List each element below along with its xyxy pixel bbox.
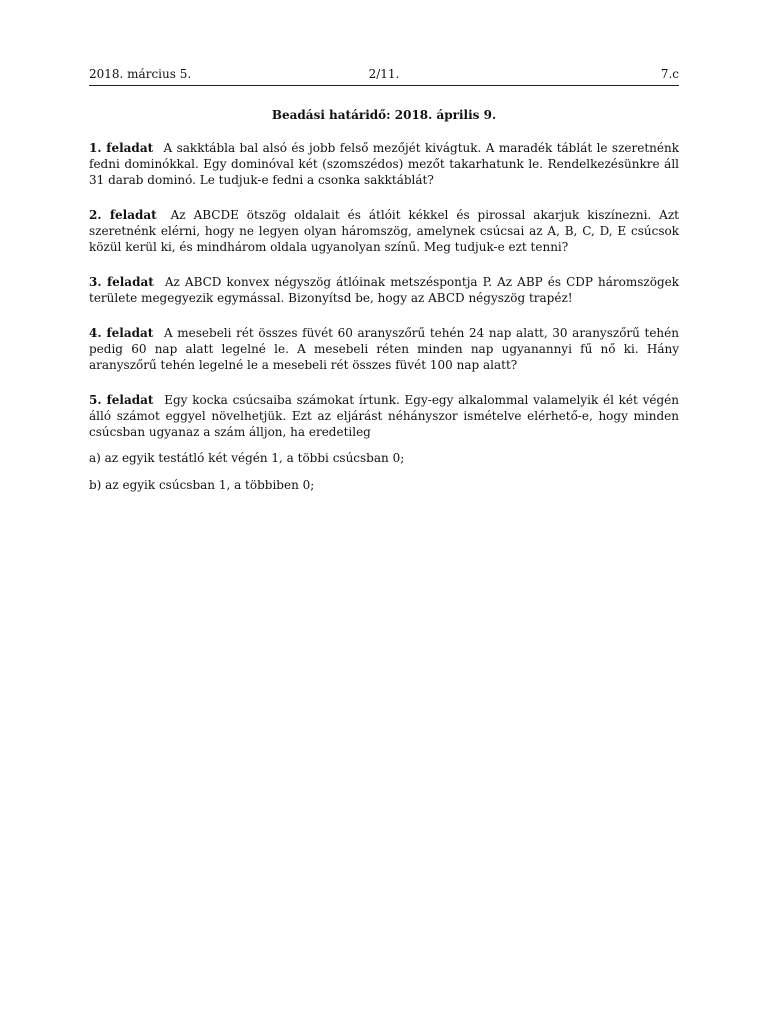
header-date: 2018. március 5.	[89, 67, 192, 81]
document-page	[89, 66, 679, 504]
problem-text: Az ABCD konvex négyszög átlóinak metszéspontja P. Az ABP és CDP háromszögek területe megegyezik egymással. Bizonyítsd be, hogy az ABCD négyszög trapéz!	[89, 275, 680, 305]
problem-1	[89, 140, 679, 188]
problem-text: A mesebeli rét összes füvét 60 aranyszőrű tehén 24 nap alatt, 30 aranyszőrű tehén pedig 60 nap alatt legelné le. A mesebeli réten minden nap ugyanannyi fű nő ki. Hány aranyszőrű tehén legelné le a mesebeli rét összes füvét 100 nap alatt?	[89, 326, 679, 372]
problem-label: 1. feladat	[89, 141, 154, 155]
problem-label: 4. feladat	[89, 326, 154, 340]
problem-label: 2. feladat	[89, 208, 157, 222]
problem-5-sub-items	[89, 450, 679, 493]
problem-text: Az ABCDE ötszög oldalait és átlóit kékkel és pirossal akarjuk kiszínezni. Azt szeretnénk elérni, hogy ne legyen olyan háromszög, amelynek csúcsai az A, B, C, D, E csúcsok közül kerül ki, és mindhárom oldala ugyanolyan színű. Meg tudjuk-e ezt tenni?	[89, 208, 679, 254]
sub-item-a: a) az egyik testátló két végén 1, a többi csúcsban 0;	[89, 451, 405, 465]
header-class: 7.c	[660, 67, 679, 81]
problem-label: 5. feladat	[89, 393, 154, 407]
problem-4	[89, 325, 679, 373]
page-header	[89, 66, 679, 86]
deadline-heading: Beadási határidő: 2018. április 9.	[271, 108, 497, 122]
header-page-number: 2/11.	[368, 67, 400, 81]
problem-2	[89, 207, 679, 255]
problem-text: A sakktábla bal alsó és jobb felső mezőjét kivágtuk. A maradék táblát le szeretnénk fedni dominókkal. Egy dominóval két (szomszédos) mezőt takarhatunk le. Rendelkezésünkre áll 31 darab dominó. Le tudjuk-e fedni a csonka sakktáblát?	[89, 141, 679, 187]
problem-3	[89, 274, 679, 306]
sub-item-b: b) az egyik csúcsban 1, a többiben 0;	[89, 478, 315, 492]
problem-5	[89, 392, 679, 440]
problem-text: Egy kocka csúcsaiba számokat írtunk. Egy-egy alkalommal valamelyik él két végén álló számot eggyel növelhetjük. Ezt az eljárást néhányszor ismételve elérhető-e, hogy minden csúcsban ugyanaz a szám álljon, ha eredetileg	[89, 393, 679, 439]
problem-label: 3. feladat	[89, 275, 154, 289]
